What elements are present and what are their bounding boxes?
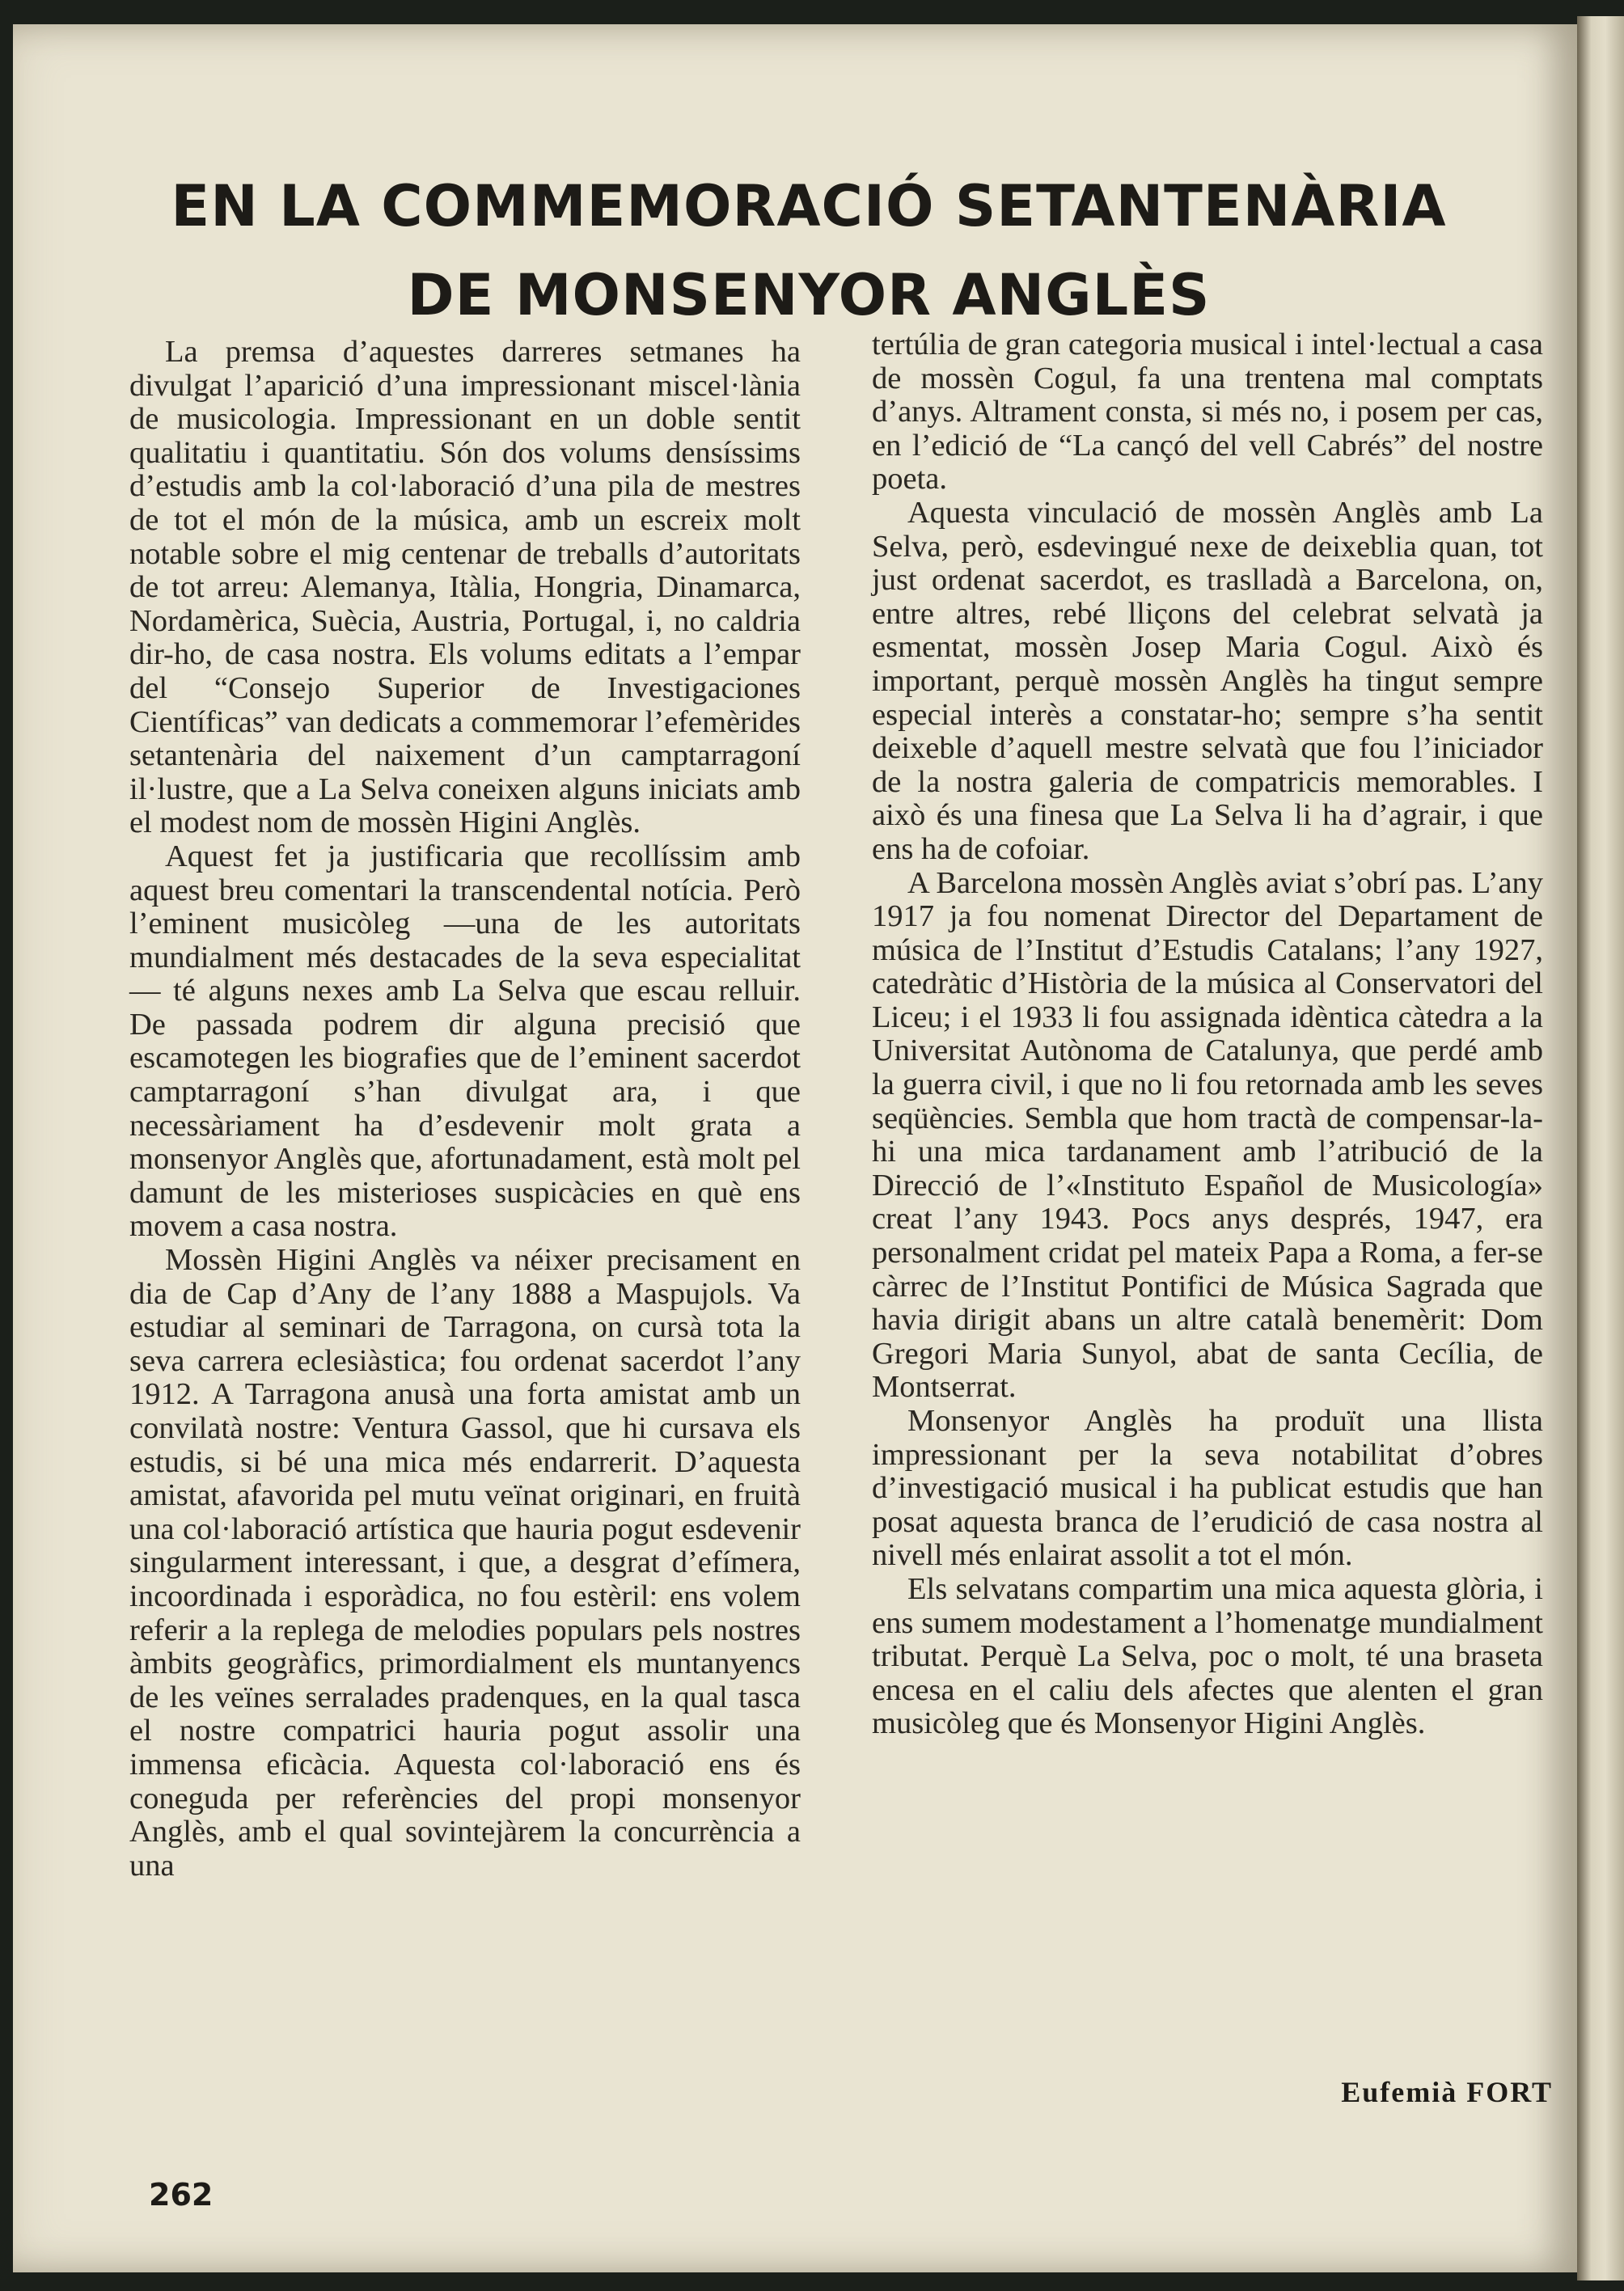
- page-number: 262: [149, 2177, 214, 2213]
- paragraph: Mossèn Higini Anglès va néixer precisament en dia de Cap d’Any de l’any 1888 a Maspujols. Va estudiar al seminari de Tarragona, on cursà tota la seva carrera eclesiàstica; fou ordenat sacerdot l’any 1912. A Tarragona anusà una forta amistat amb un convilatà nostre: Ventura Gassol, que hi cursava els estudis, si bé una mica més endarrerit. D’aquesta amistat, afavorida pel mutu veïnat originari, en fruità una col·laboració artística que hauria pogut esdevenir singularment interessant, i que, a desgrat d’efímera, incoordinada i esporàdica, no fou estèril: ens volem referir a la replega de melodies populars pels nostres àmbits geogràfics, primordialment els muntanyencs de les veïnes serralades pradenques, en la qual tasca el nostre compatrici hauria pogut assolir una immensa eficàcia. Aquesta col·laboració ens és coneguda per referències del propi monsenyor Anglès, amb el qual sovintejàrem la concurrència a una: [129, 1243, 801, 1883]
- paragraph: tertúlia de gran categoria musical i intel·lectual a casa de mossèn Cogul, fa una trentena mal comptats d’anys. Altrament consta, si més no, i posem per cas, en l’edició de “La cançó del vell Cabrés” del nostre poeta.: [872, 328, 1543, 497]
- paragraph: La premsa d’aquestes darreres setmanes ha divulgat l’aparició d’una impressionant miscel·lània de musicologia. Impressionant en un doble sentit qualitatiu i quantitatiu. Són dos volums densíssims d’estudis amb la col·laboració d’una pila de mestres de tot el món de la música, amb un escreix molt notable sobre el mig centenar de treballs d’autoritats de tot arreu: Alemanya, Itàlia, Hongria, Dinamarca, Nordamèrica, Suècia, Austria, Portugal, i, no caldria dir-ho, de casa nostra. Els volums editats a l’empar del “Consejo Superior de Investigaciones Científicas” van dedicats a commemorar l’efemèrides setantenària del naixement d’un camptarragoní il·lustre, que a La Selva coneixen alguns iniciats amb el modest nom de mossèn Higini Anglès.: [129, 335, 801, 840]
- author-signature: Eufemià FORT: [1341, 2076, 1553, 2108]
- article-title: [0, 162, 1624, 340]
- title-line-1: EN LA COMMEMORACIÓ SETANTENÀRIA: [171, 173, 1447, 239]
- paragraph: Aquesta vinculació de mossèn Anglès amb La Selva, però, esdevingué nexe de deixeblia quan, tot just ordenat sacerdot, es traslladà a Barcelona, on, entre altres, rebé lliçons del celebrat selvatà ja esmentat, mossèn Josep Maria Cogul. Això és important, perquè mossèn Anglès ha tingut sempre especial interès a constatar-ho; sempre s’ha sentit deixeble d’aquell mestre selvatà que fou l’iniciador de la nostra galeria de compatricis memorables. I això és una finesa que La Selva li ha d’agrair, i que ens ha de cofoiar.: [872, 495, 1543, 866]
- left-column: [129, 336, 801, 1883]
- title-line-2: DE MONSENYOR ANGLÈS: [407, 262, 1211, 328]
- right-column: [872, 328, 1543, 1741]
- page-gutter: [1577, 16, 1624, 2280]
- paragraph: A Barcelona mossèn Anglès aviat s’obrí pas. L’any 1917 ja fou nomenat Director del Departament de música de l’Institut d’Estudis Catalans; l’any 1927, catedràtic d’Història de la música al Conservatori del Liceu; i el 1933 li fou assignada idèntica càtedra a la Universitat Autònoma de Catalunya, que perdé amb la guerra civil, i que no li fou retornada amb les seves seqüències. Sembla que hom tractà de compensar-la-hi una mica tardanament amb l’atribució de la Direcció de l’«Instituto Español de Musicología» creat l’any 1943. Pocs anys després, 1947, era personalment cridat pel mateix Papa a Roma, a fer-se càrrec de l’Institut Pontifici de Música Sagrada que havia dirigit abans un altre català benemèrit: Dom Gregori Maria Sunyol, abat de santa Cecília, de Montserrat.: [872, 865, 1543, 1405]
- paragraph: Aquest fet ja justificaria que recollíssim amb aquest breu comentari la transcendental notícia. Però l’eminent musicòleg —una de les autoritats mundialment més destacades de la seva especialitat— té alguns nexes amb La Selva que escau relluir. De passada podrem dir alguna precisió que escamotegen les biografies que de l’eminent sacerdot camptarragoní s’han divulgat ara, i que necessàriament ha d’esdevenir molt grata a monsenyor Anglès que, afortunadament, està molt pel damunt de les misterioses suspicàcies en què ens movem a casa nostra.: [129, 839, 801, 1244]
- paragraph: Els selvatans compartim una mica aquesta glòria, i ens sumem modestament a l’homenatge mundialment tributat. Perquè La Selva, poc o molt, té una braseta encesa en el caliu dels afectes que alenten el gran musicòleg que és Monsenyor Higini Anglès.: [872, 1571, 1543, 1741]
- paragraph: Monsenyor Anglès ha produït una llista impressionant per la seva notabilitat d’obres d’investigació musical i ha publicat estudis que han posat aquesta branca de l’erudició de casa nostra al nivell més enlairat assolit a tot el món.: [872, 1404, 1543, 1573]
